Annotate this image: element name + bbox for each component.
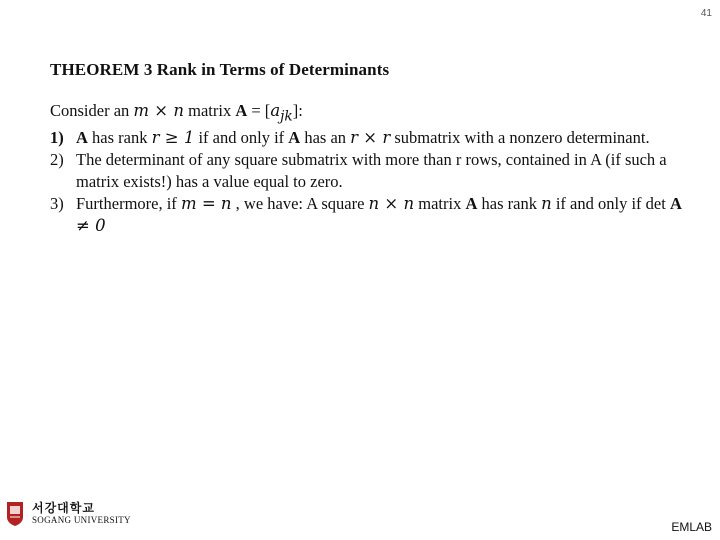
math-run: r ≥ 1 (151, 128, 195, 148)
math-run: m = n (180, 194, 232, 214)
item-number: 1) (50, 128, 64, 148)
university-logo (6, 501, 131, 527)
item-text: The determinant of any square submatrix with more than r rows, contained in A (if such a matrix exists!) has a value equal to zero. (76, 150, 667, 192)
logo-text (32, 502, 131, 526)
text-run: matrix (414, 194, 466, 214)
item-text (76, 127, 650, 149)
page-number: 41 (700, 8, 712, 19)
text-run: if and only if det (551, 194, 670, 214)
matrix-symbol: A (669, 194, 682, 214)
text-run: submatrix with a nonzero determinant. (390, 128, 650, 148)
matrix-symbol: A (76, 128, 88, 148)
text-run: Furthermore, if (76, 194, 181, 214)
intro-eq: = [ (251, 101, 271, 120)
matrix-symbol: A (465, 194, 478, 214)
footer-label: EMLAB (671, 520, 712, 534)
text-run: has an (300, 128, 351, 148)
theorem-item-1 (50, 127, 690, 149)
intro-sub: jk (280, 108, 293, 125)
item-number: 3) (50, 194, 64, 214)
intro-prefix: Consider an (50, 101, 130, 120)
theorem-title: THEOREM 3 Rank in Terms of Determinants (50, 60, 390, 79)
item-text (76, 193, 690, 237)
intro-mid: matrix (188, 101, 232, 120)
shield-icon (6, 501, 24, 527)
theorem-items (50, 127, 690, 237)
intro-matrix-symbol: A (235, 101, 248, 120)
math-run: r × r (350, 128, 391, 148)
intro-end: ]: (292, 101, 303, 120)
intro-dims: m × n (133, 101, 184, 120)
matrix-symbol: A (288, 128, 301, 148)
logo-english: SOGANG UNIVERSITY (32, 515, 131, 525)
text-run: if and only if (194, 128, 289, 148)
math-run: n (541, 194, 552, 214)
intro-a: a (270, 101, 281, 120)
theorem-item-3 (50, 193, 690, 237)
intro-line (50, 100, 690, 127)
text-run: , we have: A square (231, 194, 369, 214)
math-run: n × n (368, 194, 415, 214)
theorem-body (50, 100, 690, 237)
logo-korean: 서강대학교 (32, 501, 95, 515)
theorem-item-2 (50, 149, 690, 193)
text-run: has rank (87, 128, 152, 148)
text-run: has rank (477, 194, 542, 214)
item-number: 2) (50, 150, 64, 170)
math-run: ≠ 0 (76, 216, 106, 236)
